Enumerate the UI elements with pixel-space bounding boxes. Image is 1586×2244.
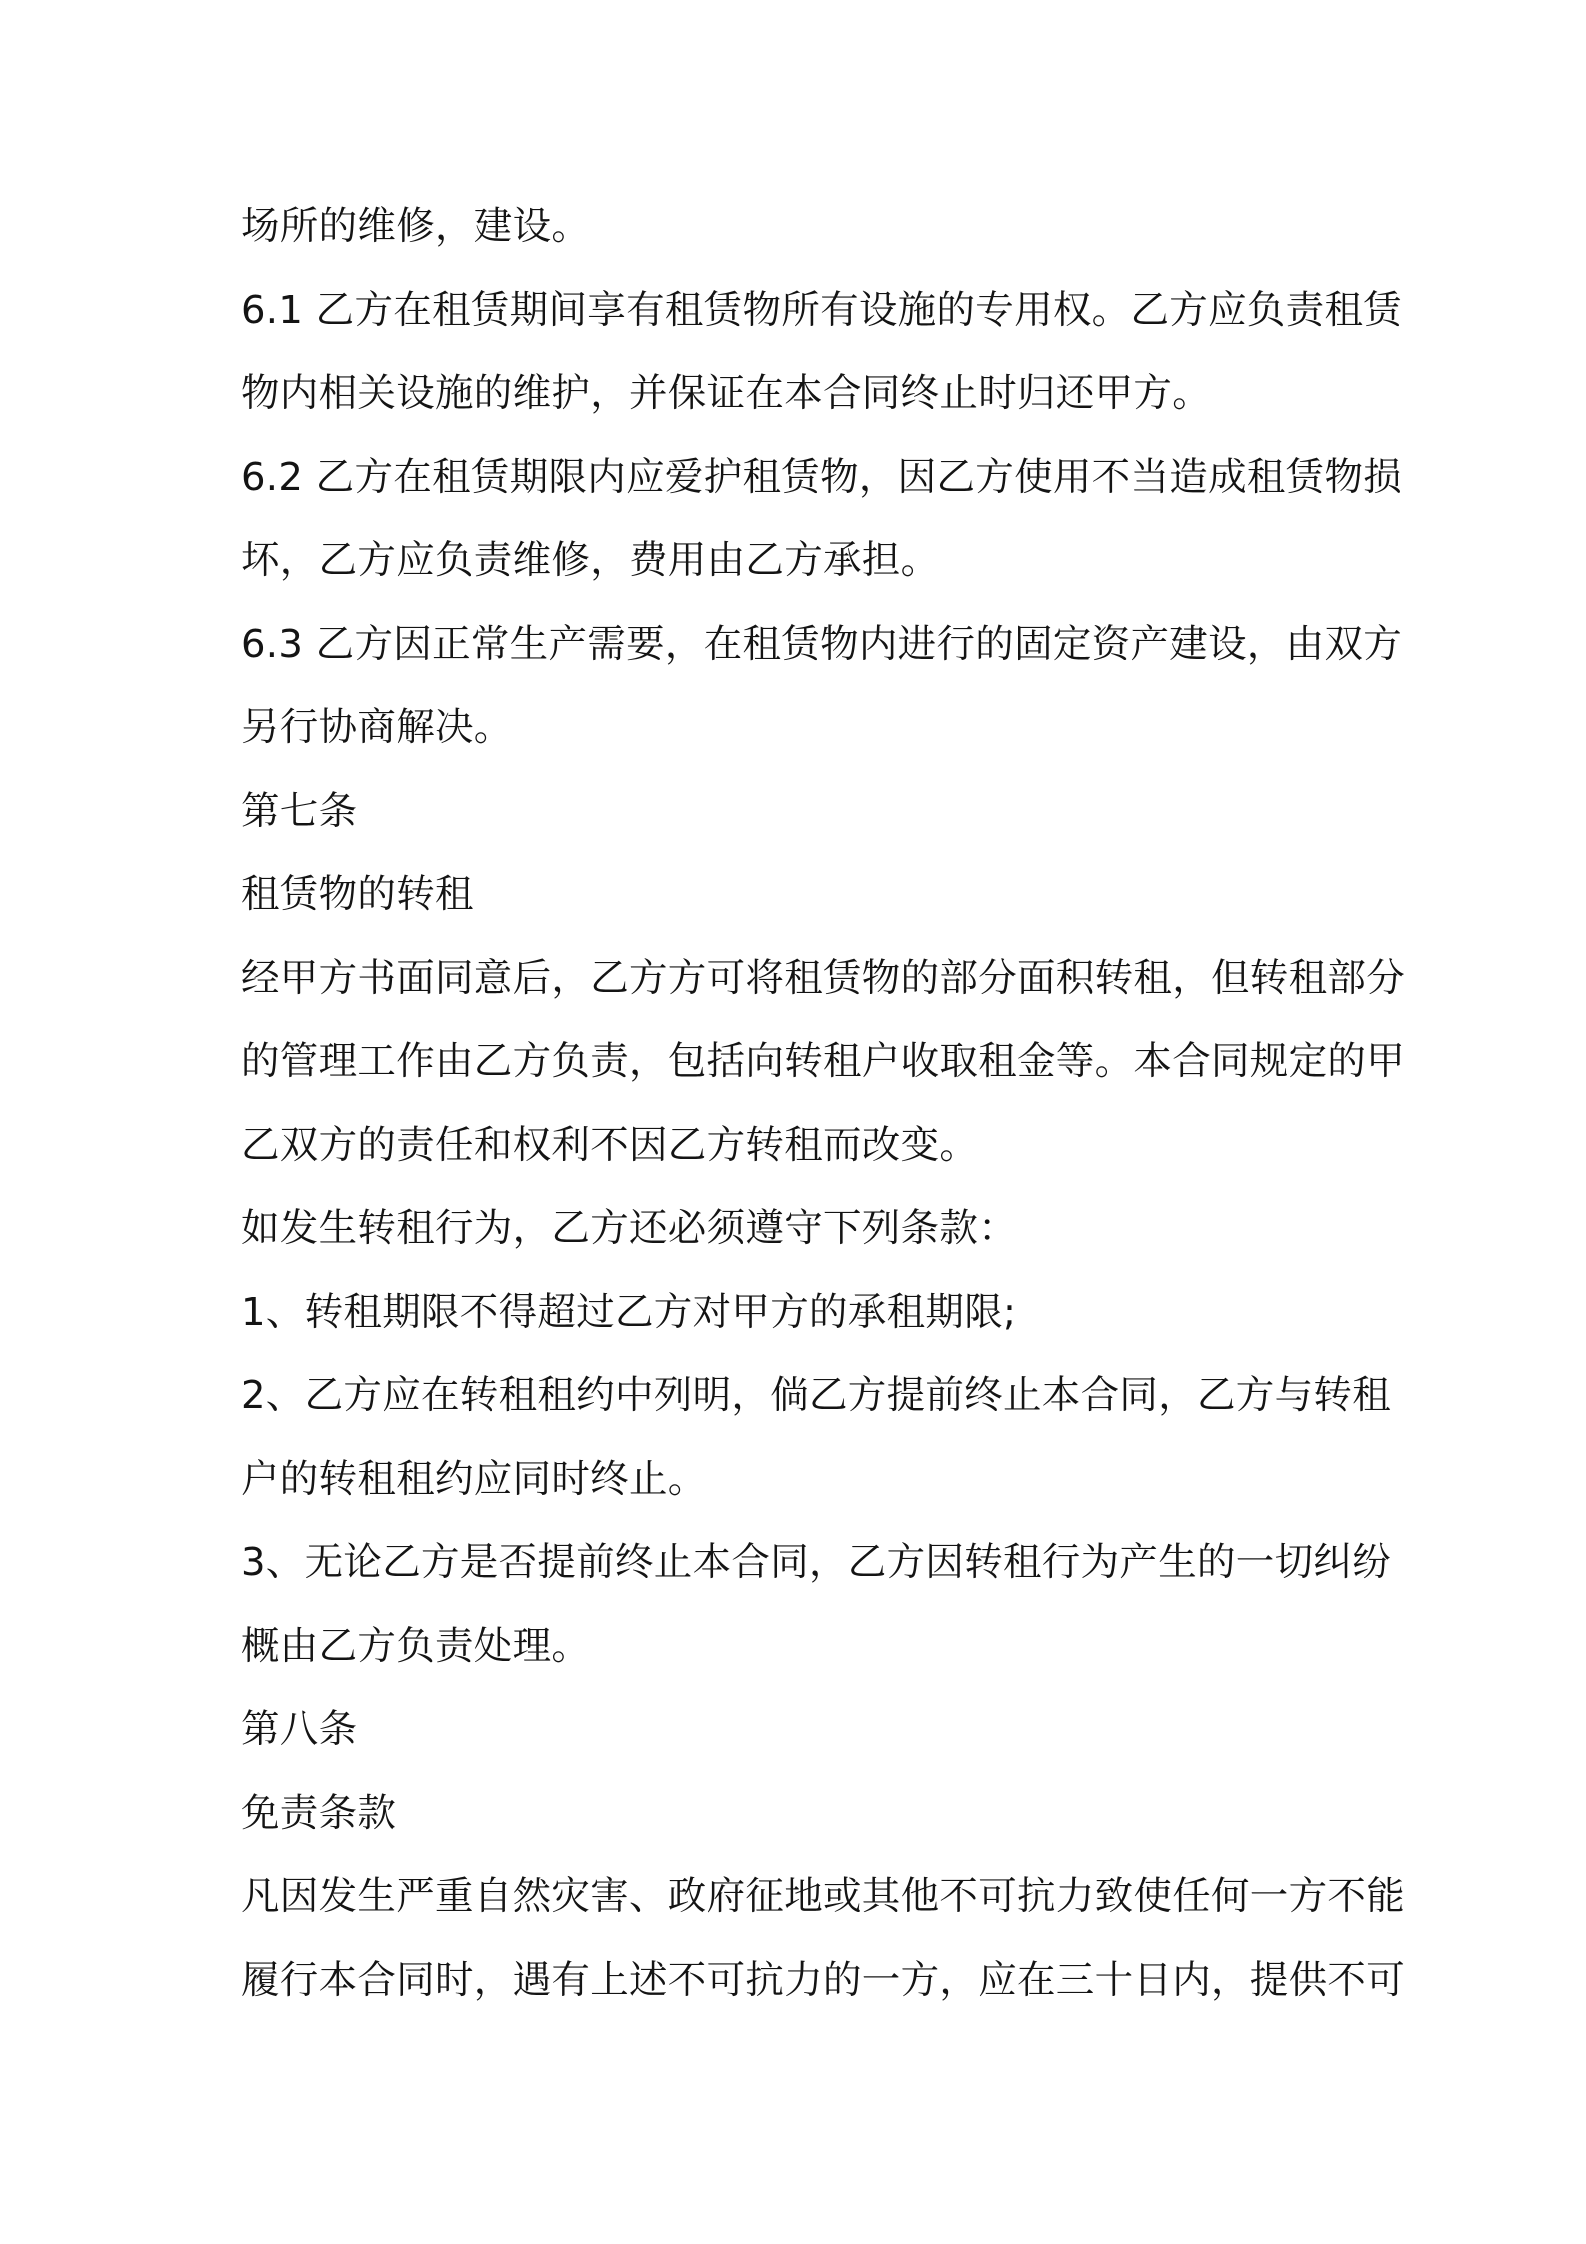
article-7-heading: 第七条 [241,788,358,834]
text-line: 如发生转租行为，乙方还必须遵守下列条款： [241,1206,1018,1251]
document-page [241,196,1406,2033]
clause-6-2-line: 6.2 乙方在租赁期限内应爱护租赁物，因乙方使用不当造成租赁物损 [241,454,1403,500]
clause-6-3-line: 6.3 乙方因正常生产需要，在租赁物内进行的固定资产建设，由双方 [241,621,1403,667]
text-line: 乙双方的责任和权利不因乙方转租而改变。 [241,1122,979,1168]
article-8-title: 免责条款 [241,1790,397,1836]
text-line: 履行本合同时，遇有上述不可抗力的一方，应在三十日内，提供不可 [241,1957,1406,2003]
list-item-3: 3、无论乙方是否提前终止本合同，乙方因转租行为产生的一切纠纷 [241,1540,1391,1585]
article-8-heading: 第八条 [241,1707,358,1752]
text-line: 概由乙方负责处理。 [241,1623,591,1669]
text-line: 的管理工作由乙方负责，包括向转租户收取租金等。本合同规定的甲 [241,1039,1406,1084]
article-7-title: 租赁物的转租 [241,872,474,917]
list-item-2: 2、乙方应在转租租约中列明，倘乙方提前终止本合同，乙方与转租 [241,1373,1391,1418]
text-line: 另行协商解决。 [241,705,513,750]
text-line: 经甲方书面同意后，乙方方可将租赁物的部分面积转租，但转租部分 [241,955,1406,1001]
text-line: 场所的维修，建设。 [241,204,591,249]
text-line: 户的转租租约应同时终止。 [241,1456,707,1502]
clause-6-1-line: 6.1 乙方在租赁期间享有租赁物所有设施的专用权。乙方应负责租赁 [241,287,1403,333]
text-line: 物内相关设施的维护，并保证在本合同终止时归还甲方。 [241,371,1212,416]
text-line: 凡因发生严重自然灾害、政府征地或其他不可抗力致使任何一方不能 [241,1874,1406,1919]
text-line: 坏，乙方应负责维修，费用由乙方承担。 [241,538,940,583]
list-item-1: 1、转租期限不得超过乙方对甲方的承租期限; [241,1289,1017,1335]
